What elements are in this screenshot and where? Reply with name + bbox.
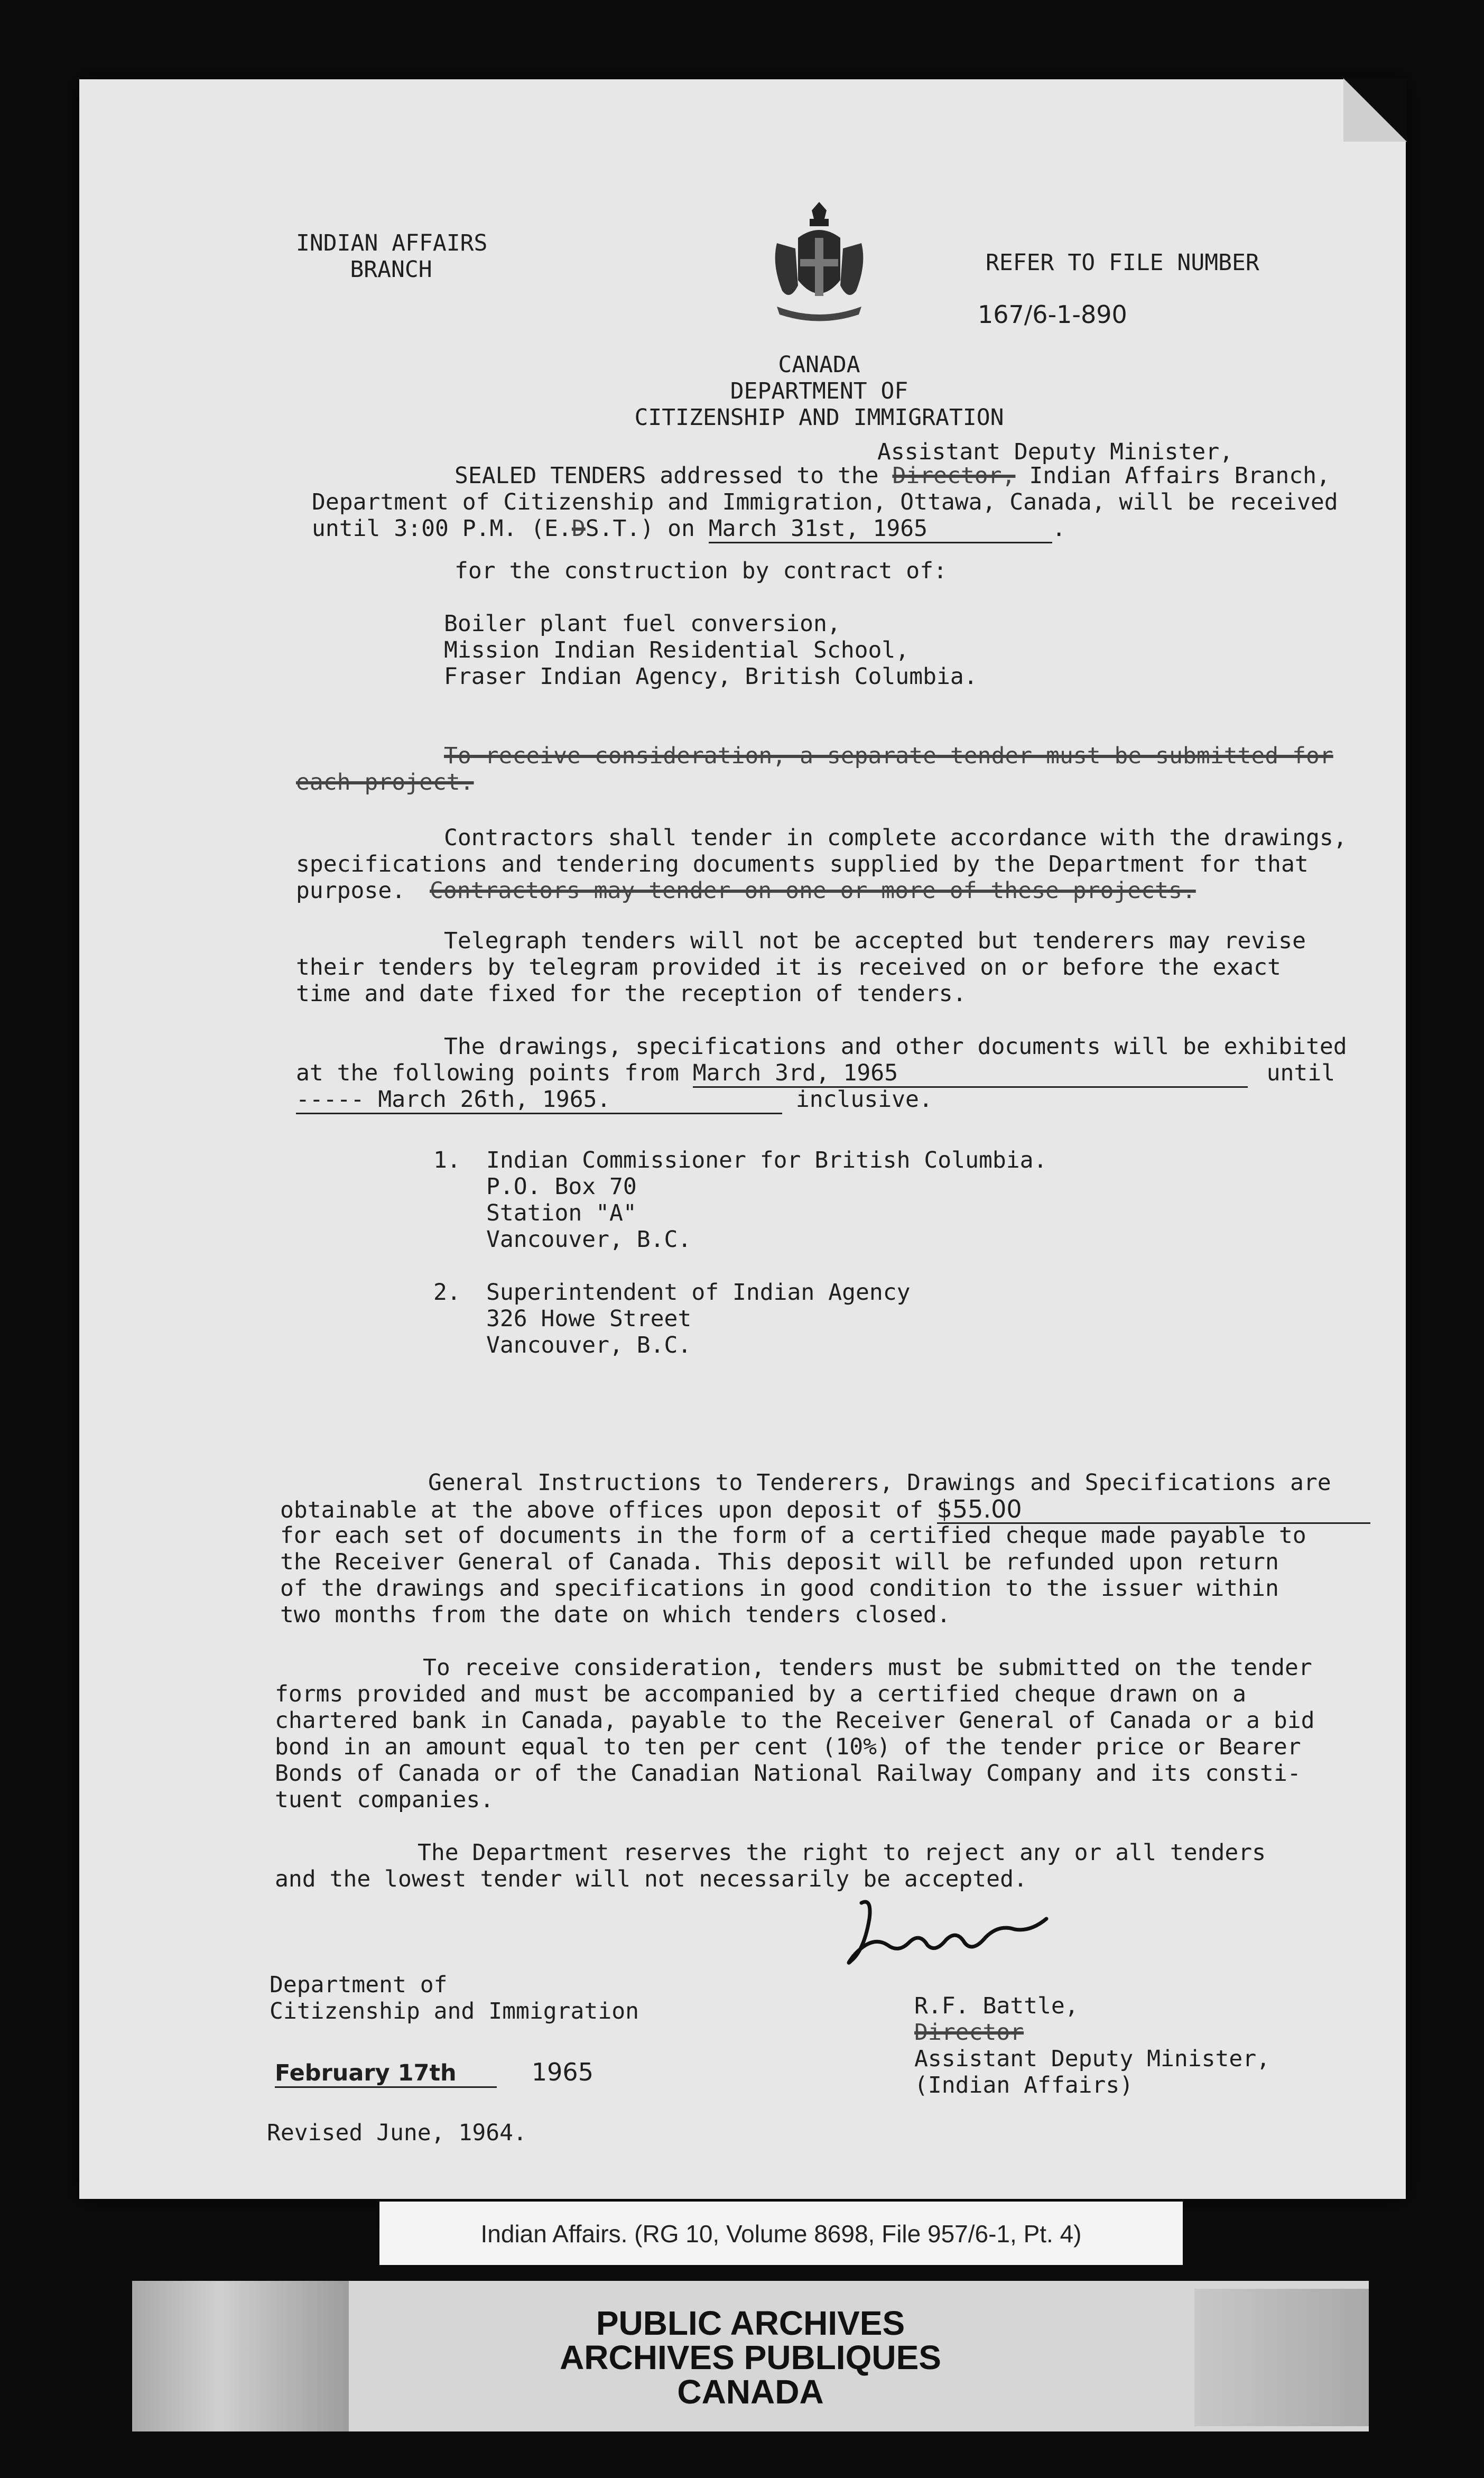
p3-line1: Contractors shall tender in complete accordance with the drawings, — [444, 825, 1347, 851]
project-line1: Boiler plant fuel conversion, — [444, 611, 841, 637]
closing-date: March 31st, 1965 — [709, 515, 1052, 543]
p5-text: at the following points from — [296, 1060, 679, 1086]
loc1-line2: P.O. Box 70 — [486, 1173, 637, 1200]
project-description — [444, 611, 978, 690]
inserted-title: Assistant Deputy Minister, — [877, 439, 1233, 465]
struck-line2: each project. — [296, 769, 474, 796]
p7-line3: chartered bank in Canada, payable to the Receiver General of Canada or a bid — [275, 1707, 1315, 1734]
loc1-line4: Vancouver, B.C. — [486, 1226, 692, 1253]
p8-line1: The Department reserves the right to reject any or all tenders — [418, 1839, 1266, 1866]
footer-dept-line1: Department of — [270, 1972, 448, 1998]
p1-line3-struck: D — [571, 515, 586, 542]
branch-line2: BRANCH — [350, 256, 432, 283]
p6-line5: of the drawings and specifications in good condition to the issuer within — [280, 1575, 1279, 1602]
signer-name: R.F. Battle, — [914, 1993, 1079, 2019]
p7-line1: To receive consideration, tenders must be submitted on the tender — [423, 1654, 1312, 1681]
stamp-line3: CANADA — [677, 2373, 824, 2411]
p1-text-a: SEALED TENDERS addressed to the — [455, 463, 879, 489]
tape-left — [132, 2281, 349, 2431]
p2-text: for the construction by contract of: — [455, 558, 947, 584]
p5-line1: The drawings, specifications and other documents will be exhibited — [444, 1033, 1347, 1060]
deposit-amount: $55.00 — [937, 1496, 1370, 1524]
issue-year: 1965 — [531, 2058, 593, 2086]
country-label: CANADA — [778, 352, 860, 378]
signer-struck-title: Director — [914, 2019, 1024, 2046]
p1-line3-a: until 3:00 P.M. (E. — [312, 515, 572, 542]
p5-inclusive: inclusive. — [795, 1086, 933, 1113]
p4-line2: their tenders by telegram provided it is received on or before the exact — [296, 954, 1281, 981]
p1-line3-b: S.T.) on — [585, 515, 695, 542]
p4-line3: time and date fixed for the reception of tenders. — [296, 981, 967, 1007]
document-page — [79, 79, 1406, 2199]
handwritten-signature — [840, 1887, 1068, 1977]
location1-address — [486, 1147, 1047, 1253]
tape-right — [1194, 2289, 1369, 2426]
p7-line2: forms provided and must be accompanied by a certified cheque drawn on a — [275, 1681, 1247, 1707]
refer-file-label: REFER TO FILE NUMBER — [986, 249, 1259, 276]
archive-reference-label — [379, 2202, 1183, 2265]
archive-reference-text: Indian Affairs. (RG 10, Volume 8698, File 957/6-1, Pt. 4) — [480, 2220, 1082, 2248]
p1-text-b: Indian Affairs Branch, — [1029, 463, 1330, 489]
exhibit-end-date: ----- March 26th, 1965. — [296, 1086, 782, 1114]
p1-period: . — [1052, 515, 1066, 542]
location2-number: 2. — [433, 1279, 461, 1306]
p5-line3 — [296, 1086, 933, 1114]
p3-purpose: purpose. — [296, 877, 406, 904]
p1-struck-word: Director, — [892, 463, 1016, 489]
p3-line3 — [296, 877, 1196, 904]
p6-line3: for each set of documents in the form of a certified cheque made payable to — [280, 1522, 1306, 1549]
exhibit-start-date: March 3rd, 1965 — [693, 1060, 1248, 1088]
dept-line2: CITIZENSHIP AND IMMIGRATION — [634, 404, 1004, 431]
loc1-line3: Station "A" — [486, 1200, 637, 1226]
location1-number: 1. — [433, 1147, 461, 1173]
signer-title1: Assistant Deputy Minister, — [914, 2046, 1270, 2072]
revised-note: Revised June, 1964. — [267, 2120, 527, 2146]
loc2-line3: Vancouver, B.C. — [486, 1332, 692, 1358]
p1-line1 — [455, 463, 1330, 489]
loc1-line1: Indian Commissioner for British Columbia. — [486, 1147, 1047, 1173]
p8-line2: and the lowest tender will not necessarily be accepted. — [275, 1866, 1027, 1892]
dept-line1: DEPARTMENT OF — [730, 378, 908, 404]
issue-date — [275, 2059, 593, 2088]
p3-struck-text: Contractors may tender on one or more of these projects. — [430, 877, 1196, 904]
p7-line6: tuent companies. — [275, 1787, 494, 1813]
footer-dept-line2: Citizenship and Immigration — [270, 1998, 639, 2024]
p1-line2: Department of Citizenship and Immigration, Ottawa, Canada, will be received — [312, 489, 1338, 515]
p5-until: until — [1266, 1060, 1335, 1086]
branch-line1: INDIAN AFFAIRS — [296, 230, 488, 256]
file-number: 167/6-1-890 — [978, 300, 1127, 329]
p6-text: obtainable at the above offices upon deposit of — [280, 1497, 923, 1523]
p1-line3 — [312, 515, 1066, 543]
p6-line6: two months from the date on which tenders closed. — [280, 1602, 951, 1628]
location2-address — [486, 1279, 911, 1358]
p5-line2 — [296, 1060, 1335, 1088]
signer-block — [914, 1993, 1270, 2098]
page-fold — [1343, 78, 1407, 142]
p7-line4: bond in an amount equal to ten per cent (10%) of the tender price or Bearer — [275, 1734, 1301, 1760]
branch-heading — [296, 230, 486, 283]
issue-date-handwritten: February 17th — [275, 2060, 497, 2088]
stamp-line1: PUBLIC ARCHIVES — [596, 2304, 905, 2342]
p6-line4: the Receiver General of Canada. This deposit will be refunded upon return — [280, 1549, 1279, 1575]
project-line2: Mission Indian Residential School, — [444, 637, 910, 663]
stamp-line2: ARCHIVES PUBLIQUES — [560, 2338, 941, 2377]
department-heading — [634, 352, 1004, 431]
struck-line1: To receive consideration, a separate tender must be submitted for — [444, 743, 1333, 769]
coat-of-arms-emblem — [766, 201, 872, 322]
loc2-line1: Superintendent of Indian Agency — [486, 1279, 911, 1306]
p7-line5: Bonds of Canada or of the Canadian National Railway Company and its consti- — [275, 1760, 1301, 1787]
loc2-line2: 326 Howe Street — [486, 1306, 692, 1332]
p6-line1: General Instructions to Tenderers, Drawings and Specifications are — [428, 1469, 1331, 1496]
p6-line2 — [280, 1496, 1370, 1524]
signer-title2: (Indian Affairs) — [914, 2072, 1134, 2098]
p4-line1: Telegraph tenders will not be accepted but tenderers may revise — [444, 928, 1306, 954]
p3-line2: specifications and tendering documents supplied by the Department for that — [296, 851, 1309, 877]
footer-department — [270, 1972, 639, 2024]
project-line3: Fraser Indian Agency, British Columbia. — [444, 663, 978, 690]
